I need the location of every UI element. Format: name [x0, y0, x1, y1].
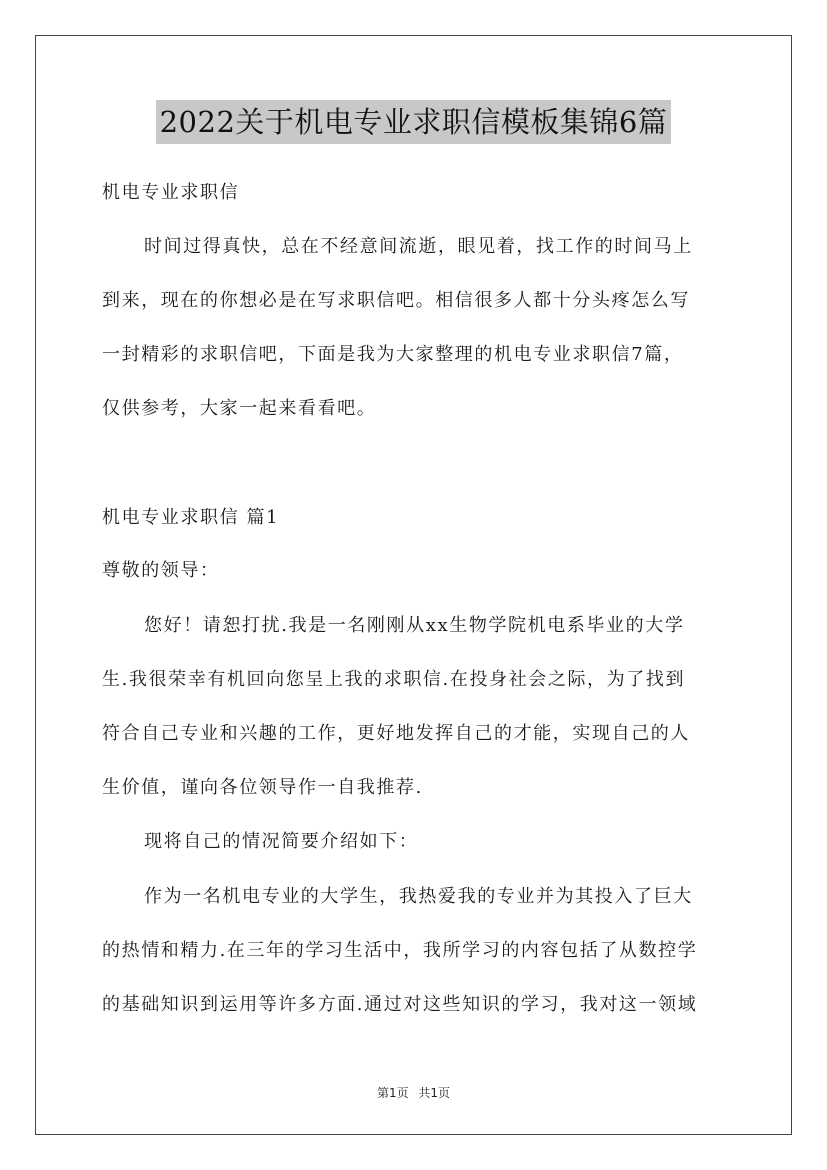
letter-heading: 机电专业求职信 篇1 — [102, 507, 280, 528]
section-heading: 机电专业求职信 — [102, 182, 240, 203]
paragraph-line: 到来，现在的你想必是在写求职信吧。相信很多人都十分头疼怎么写 — [102, 290, 690, 311]
paragraph-line: 符合自己专业和兴趣的工作，更好地发挥自己的才能，实现自己的人 — [102, 723, 690, 744]
salutation: 尊敬的领导： — [102, 560, 220, 581]
page-footer — [0, 1084, 827, 1101]
document-title: 2022关于机电专业求职信模板集锦6篇 — [156, 100, 672, 144]
paragraph-line: 生.我很荣幸有机回向您呈上我的求职信.在投身社会之际，为了找到 — [102, 669, 686, 690]
paragraph-line: 生价值，谨向各位领导作一自我推荐. — [102, 777, 423, 798]
paragraph-line: 的基础知识到运用等许多方面.通过对这些知识的学习，我对这一领域 — [102, 994, 698, 1015]
title-container — [0, 100, 827, 144]
page-number: 第1页 — [376, 1086, 409, 1100]
paragraph-line: 仅供参考，大家一起来看看吧。 — [102, 398, 377, 419]
paragraph-line: 时间过得真快，总在不经意间流逝，眼见着，找工作的时间马上 — [144, 236, 693, 257]
paragraph-line: 的热情和精力.在三年的学习生活中，我所学习的内容包括了从数控学 — [102, 940, 698, 961]
page-total: 共1页 — [418, 1086, 451, 1100]
paragraph-line: 现将自己的情况简要介绍如下： — [144, 831, 419, 852]
paragraph-line: 作为一名机电专业的大学生，我热爱我的专业并为其投入了巨大 — [144, 886, 693, 907]
paragraph-line: 一封精彩的求职信吧，下面是我为大家整理的机电专业求职信7篇， — [102, 344, 684, 365]
paragraph-line: 您好！请恕打扰.我是一名刚刚从xx生物学院机电系毕业的大学 — [144, 615, 685, 636]
